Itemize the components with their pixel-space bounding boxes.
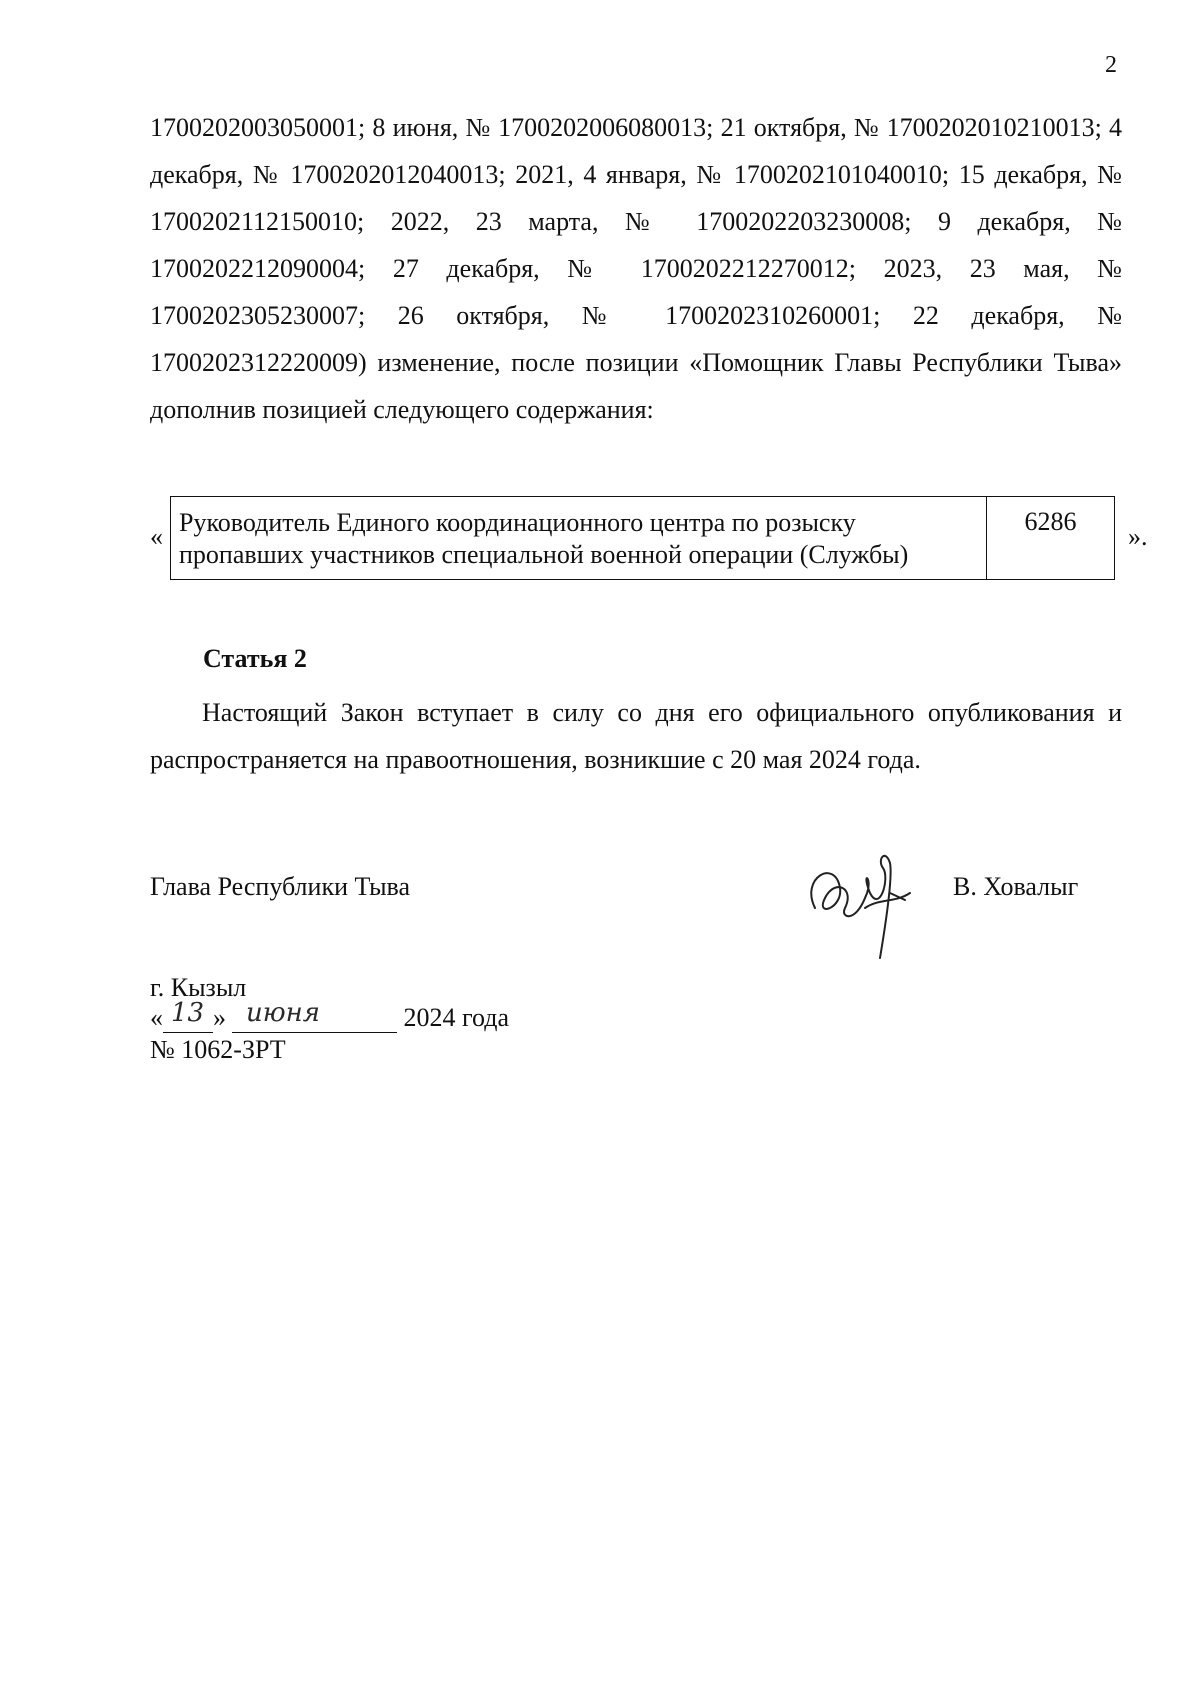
year-text: 2024 года <box>403 1003 510 1032</box>
table-quote-close: ». <box>1128 522 1148 551</box>
handwritten-signature <box>795 838 935 978</box>
month-handwritten: июня <box>246 998 320 1028</box>
page-number: 2 <box>1105 52 1117 78</box>
city: г. Кызыл <box>150 973 247 1002</box>
month-blank <box>232 998 397 1033</box>
table-row <box>170 496 1115 580</box>
intro-paragraph: 1700202003050001; 8 июня, № 1700202006080013; 21 октября, № 1700202010210013; 4 декабря, № 1700202012040013; 2021, 4 января, № 1700202101040010; 15 декабря, № 1700202112150010; 2022, 23 марта, № 1700202203230008; 9 декабря, № 1700202212090004; 27 декабря, № 1700202212270012; 2023, 23 мая, № 1700202305230007; 26 октября, № 1700202310260001; 22 декабря, № 1700202312220009) изменение, после позиции «Помощник Главы Республики Тыва» дополнив позицией следующего содержания: <box>150 113 1122 424</box>
article-2-text: Настоящий Закон вступает в силу со дня его официального опубликования и распространяется на правоотношения, возникшие с 20 мая 2024 года. <box>150 698 1122 774</box>
signatory-title: Глава Республики Тыва <box>150 872 411 901</box>
day-handwritten: 13 <box>171 998 205 1028</box>
article-2-title: Статья 2 <box>203 644 307 673</box>
table-quote-open: « <box>150 522 163 551</box>
position-cell: Руководитель Единого координационного центра по розыску пропавших участников специальной военной операции (Службы) <box>171 497 987 579</box>
day-blank <box>163 998 213 1033</box>
code-cell: 6286 <box>1024 507 1077 536</box>
position-table <box>150 496 1150 584</box>
law-number: № 1062-ЗРТ <box>150 1035 286 1064</box>
date-quote-close: » <box>213 1003 226 1032</box>
signatory-name: В. Ховалыг <box>953 872 1079 901</box>
date-line <box>150 998 510 1035</box>
date-quote-open: « <box>150 1003 163 1032</box>
